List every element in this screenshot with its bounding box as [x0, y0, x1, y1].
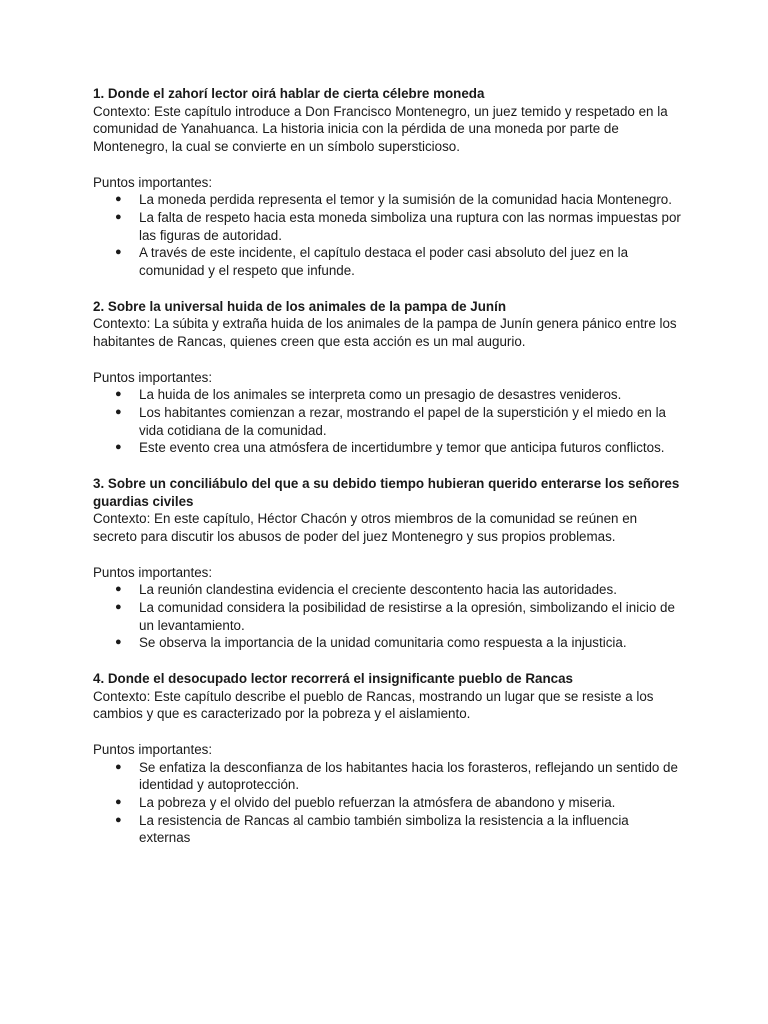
point-text: La falta de respeto hacia esta moneda simboliza una ruptura con las normas impuestas por las figuras de autoridad. [139, 209, 681, 243]
point-item [93, 439, 683, 457]
bullet-icon: ● [115, 210, 122, 223]
bullet-icon: ● [115, 636, 122, 649]
point-item [93, 191, 683, 209]
chapter-context: Contexto: Este capítulo describe el pueblo de Rancas, mostrando un lugar que se resiste a los cambios y que es caracterizado por la pobreza y el aislamiento. [93, 688, 654, 722]
chapter-section [93, 475, 683, 652]
chapter-title: 3. Sobre un conciliábulo del que a su debido tiempo hubieran querido enterarse los señores guardias civiles [93, 476, 680, 509]
point-item [93, 759, 683, 794]
chapter-context: Contexto: Este capítulo introduce a Don Francisco Montenegro, un juez temido y respetado en la comunidad de Yanahuanca. La historia inicia con la pérdida de una moneda por parte de Montenegro, la cual se convierte en un símbolo supersticioso. [93, 103, 668, 155]
chapter-title: 2. Sobre la universal huida de los animales de la pampa de Junín [93, 298, 507, 314]
point-item [93, 244, 683, 279]
points-list [93, 191, 683, 280]
bullet-icon: ● [115, 583, 122, 596]
bullet-icon: ● [115, 600, 122, 613]
points-label: Puntos importantes: [93, 741, 213, 757]
point-item [93, 581, 683, 599]
point-item [93, 812, 683, 847]
points-list [93, 581, 683, 652]
point-text: La reunión clandestina evidencia el creciente descontento hacia las autoridades. [139, 582, 617, 598]
points-list [93, 386, 683, 457]
chapter-section [93, 85, 683, 280]
point-item [93, 794, 683, 812]
bullet-icon: ● [115, 795, 122, 808]
points-list [93, 759, 683, 848]
bullet-icon: ● [115, 441, 122, 454]
point-text: La moneda perdida representa el temor y la sumisión de la comunidad hacia Montenegro. [139, 192, 672, 208]
chapter-title: 4. Donde el desocupado lector recorrerá el insignificante pueblo de Rancas [93, 671, 573, 687]
bullet-icon: ● [115, 760, 122, 773]
point-text: La resistencia de Rancas al cambio también simboliza la resistencia a la influencia externas [139, 812, 629, 846]
point-text: Este evento crea una atmósfera de incertidumbre y temor que anticipa futuros conflictos. [139, 440, 665, 456]
bullet-icon: ● [115, 246, 122, 259]
document-page [93, 85, 683, 865]
chapter-context: Contexto: En este capítulo, Héctor Chacón y otros miembros de la comunidad se reúnen en secreto para discutir los abusos de poder del juez Montenegro y sus propios problemas. [93, 511, 638, 545]
chapter-title: 1. Donde el zahorí lector oirá hablar de cierta célebre moneda [93, 86, 485, 101]
point-item [93, 404, 683, 439]
chapter-section [93, 670, 683, 847]
point-item [93, 209, 683, 244]
bullet-icon: ● [115, 388, 122, 401]
point-text: La huida de los animales se interpreta como un presagio de desastres venideros. [139, 387, 622, 403]
bullet-icon: ● [115, 193, 122, 206]
point-text: La comunidad considera la posibilidad de resistirse a la opresión, simbolizando el inicio de un levantamiento. [139, 599, 675, 633]
point-item [93, 634, 683, 652]
points-label: Puntos importantes: [93, 564, 213, 580]
point-text: A través de este incidente, el capítulo destaca el poder casi absoluto del juez en la comunidad y el respeto que infunde. [139, 245, 629, 279]
point-text: Los habitantes comienzan a rezar, mostrando el papel de la superstición y el miedo en la vida cotidiana de la comunidad. [139, 404, 667, 438]
points-label: Puntos importantes: [93, 174, 213, 190]
point-text: La pobreza y el olvido del pueblo refuerzan la atmósfera de abandono y miseria. [139, 794, 616, 810]
point-text: Se enfatiza la desconfianza de los habitantes hacia los forasteros, reflejando un sentido de identidad y autoprotección. [139, 759, 678, 793]
point-text: Se observa la importancia de la unidad comunitaria como respuesta a la injusticia. [139, 635, 627, 651]
point-item [93, 599, 683, 634]
chapter-context: Contexto: La súbita y extraña huida de los animales de la pampa de Junín genera pánico entre los habitantes de Rancas, quienes creen que esta acción es un mal augurio. [93, 316, 677, 350]
point-item [93, 386, 683, 404]
chapter-section [93, 298, 683, 457]
bullet-icon: ● [115, 813, 122, 826]
points-label: Puntos importantes: [93, 369, 213, 385]
bullet-icon: ● [115, 405, 122, 418]
